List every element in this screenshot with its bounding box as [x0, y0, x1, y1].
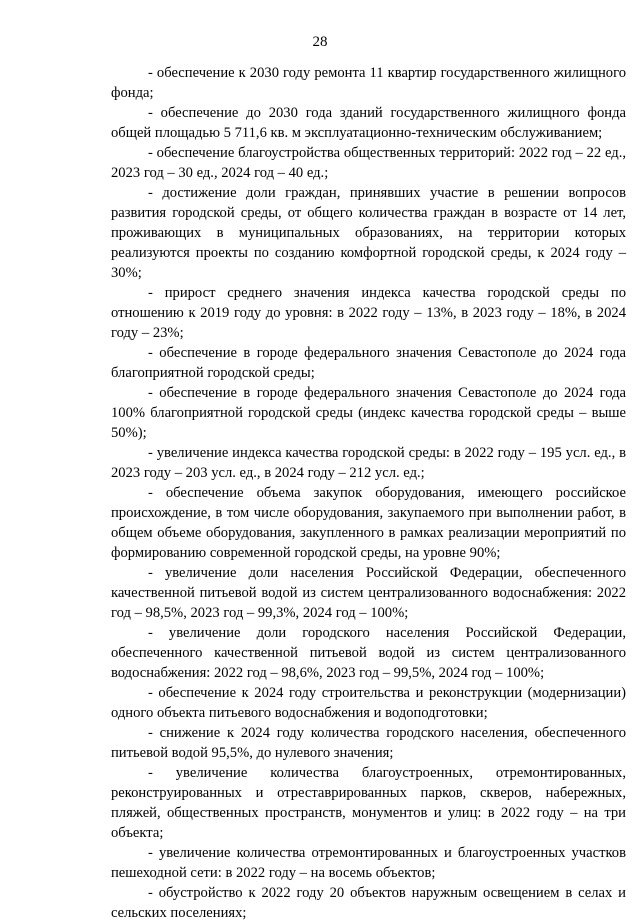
list-item: - обеспечение к 2024 году строительства и реконструкции (модернизации) одного объекта питьевого водоснабжения и водоподготовки; — [111, 685, 626, 721]
list-item: - увеличение индекса качества городской среды: в 2022 году – 195 усл. ед., в 2023 году – 203 усл. ед., в 2024 году – 212 усл. ед.; — [111, 445, 626, 481]
page-number: 28 — [312, 34, 328, 50]
list-item: - снижение к 2024 году количества городского населения, обеспеченного питьевой водой 95,5%, до нулевого значения; — [111, 725, 626, 761]
list-item: - обеспечение объема закупок оборудования, имеющего российское происхождение, в том числе оборудования, закупаемого при выполнении работ, в общем объеме оборудования, закупленного в рамках реализации мероприятий по формированию современной городской среды, на уровне 90%; — [111, 485, 626, 561]
list-item: - обустройство к 2022 году 20 объектов наружным освещением в селах и сельских поселениях; — [111, 885, 626, 921]
list-item: - достижение доли граждан, принявших участие в решении вопросов развития городской среды, от общего количества граждан в возрасте от 14 лет, проживающих в муниципальных образованиях, на территории которых реализуются проекты по созданию комфортной городской среды, к 2024 году – 30%; — [111, 185, 626, 281]
list-item: - увеличение доли городского населения Российской Федерации, обеспеченного качественной питьевой водой из систем централизованного водоснабжения: 2022 год – 98,6%, 2023 год – 99,5%, 2024 год – 100%; — [111, 625, 626, 681]
list-item: - увеличение количества отремонтированных и благоустроенных участков пешеходной сети: в 2022 году – на восемь объектов; — [111, 845, 626, 881]
list-item: - обеспечение благоустройства общественных территорий: 2022 год – 22 ед., 2023 год – 30 ед., 2024 год – 40 ед.; — [111, 145, 626, 181]
document-body — [111, 63, 626, 923]
list-item: - увеличение количества благоустроенных, отремонтированных, реконструированных и отреставрированных парков, скверов, набережных, пляжей, общественных пространств, монументов и улиц: в 2022 году – на три объекта; — [111, 765, 626, 841]
list-item: - обеспечение до 2030 года зданий государственного жилищного фонда общей площадью 5 711,6 кв. м эксплуатационно-техническим обслуживанием; — [111, 105, 626, 141]
list-item: - обеспечение к 2030 году ремонта 11 квартир государственного жилищного фонда; — [111, 65, 626, 101]
list-item: - обеспечение в городе федерального значения Севастополе до 2024 года 100% благоприятной городской среды (индекс качества городской среды – выше 50%); — [111, 385, 626, 441]
list-item: - прирост среднего значения индекса качества городской среды по отношению к 2019 году до уровня: в 2022 году – 13%, в 2023 году – 18%, в 2024 году – 23%; — [111, 285, 626, 341]
list-item: - увеличение доли населения Российской Федерации, обеспеченного качественной питьевой водой из систем централизованного водоснабжения: 2022 год – 98,5%, 2023 год – 99,3%, 2024 год – 100%; — [111, 565, 626, 621]
list-item: - обеспечение в городе федерального значения Севастополе до 2024 года благоприятной городской среды; — [111, 345, 626, 381]
